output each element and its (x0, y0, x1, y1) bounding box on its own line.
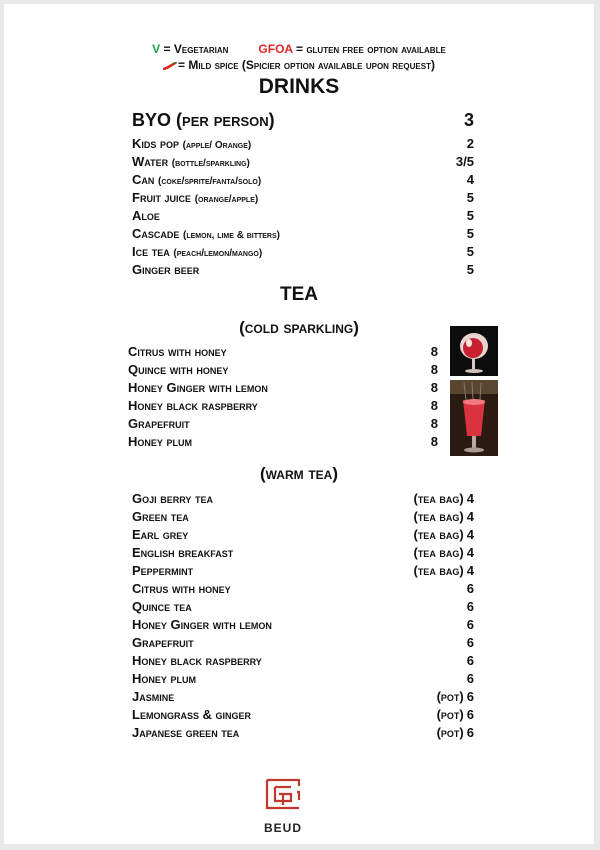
item-price: 4 (466, 172, 474, 187)
item-name: Grapefruit (132, 635, 194, 650)
item-price: 6 (466, 653, 474, 668)
menu-page (4, 4, 594, 844)
list-item (132, 598, 474, 616)
list-item (132, 724, 474, 742)
item-note: (orange/apple) (194, 194, 259, 205)
list-item (132, 243, 474, 261)
item-price: 4 (466, 545, 474, 560)
warm-tea-heading: (warm tea) (259, 464, 339, 483)
item-name: Grapefruit (128, 416, 190, 431)
item-name: Goji berry tea (132, 491, 214, 506)
item-name: Quince with honey (128, 362, 229, 377)
list-item (132, 634, 474, 652)
item-price: 5 (466, 190, 474, 205)
list-item (128, 361, 438, 379)
item-price: 6 (466, 725, 474, 740)
list-item (132, 508, 474, 526)
item-price: 5 (466, 226, 474, 241)
item-note: (coke/sprite/fanta/solo) (158, 176, 262, 187)
sparkling-drink-photo-1 (450, 326, 498, 376)
item-note: (bottle/sparkling) (171, 158, 250, 169)
item-name: Honey Ginger with lemon (132, 617, 272, 632)
item-note: (peach/lemon/mango) (173, 248, 263, 259)
tea-heading: TEA (280, 284, 318, 305)
list-item (132, 189, 474, 207)
item-price: 8 (430, 380, 438, 395)
item-price: 6 (466, 581, 474, 596)
item-name: English breakfast (132, 545, 234, 560)
list-item (132, 171, 474, 189)
item-price: 8 (430, 362, 438, 377)
item-name: Ginger beer (132, 262, 200, 277)
item-price: 6 (466, 707, 474, 722)
item-price: 6 (466, 599, 474, 614)
item-note: (tea bag) (413, 491, 464, 506)
item-note: (tea bag) (413, 545, 464, 560)
item-price: 2 (466, 136, 474, 151)
item-note: (per person) (176, 110, 275, 130)
item-name: Quince tea (132, 599, 192, 614)
item-price: 5 (466, 244, 474, 259)
item-note: (lemon, lime & bitters) (183, 230, 280, 241)
item-note: (tea bag) (413, 527, 464, 542)
list-item (128, 433, 438, 451)
item-name: Honey plum (132, 671, 197, 686)
item-price: 6 (466, 689, 474, 704)
item-name: Fruit juice (132, 190, 192, 205)
list-item (132, 688, 474, 706)
item-price: 8 (430, 398, 438, 413)
sparkling-drink-photo-2 (450, 380, 498, 456)
item-note: (pot) (436, 689, 464, 704)
item-name: Citrus with honey (128, 344, 227, 359)
item-price: 6 (466, 635, 474, 650)
legend-line-2 (4, 57, 594, 73)
legend-line-1 (4, 41, 594, 57)
item-name: Cascade (132, 226, 180, 241)
item-price: 4 (466, 527, 474, 542)
item-price: 8 (430, 434, 438, 449)
item-price: 6 (466, 617, 474, 632)
list-item (132, 490, 474, 508)
logo-label: BEUD (263, 821, 302, 835)
vegetarian-label: = Vegetarian (163, 42, 229, 56)
item-name: Japanese green tea (132, 725, 240, 740)
list-item (132, 135, 474, 153)
item-name: Aloe (132, 208, 160, 223)
item-name: Green tea (132, 509, 189, 524)
item-name: Peppermint (132, 563, 194, 578)
logo-mark-icon (261, 774, 305, 814)
item-price: 4 (466, 563, 474, 578)
list-item (132, 670, 474, 688)
item-note: (tea bag) (413, 509, 464, 524)
list-item (132, 616, 474, 634)
drinks-heading: DRINKS (258, 75, 340, 98)
list-item (132, 109, 474, 131)
list-item (132, 261, 474, 279)
cold-sparkling-heading: (cold sparkling) (239, 318, 359, 337)
list-item (128, 415, 438, 433)
list-item (132, 207, 474, 225)
list-item (132, 652, 474, 670)
list-item (132, 562, 474, 580)
item-note: (tea bag) (413, 563, 464, 578)
item-price: 6 (466, 671, 474, 686)
list-item (132, 544, 474, 562)
list-item (128, 379, 438, 397)
item-price: 5 (466, 208, 474, 223)
item-price: 4 (466, 509, 474, 524)
list-item (132, 706, 474, 724)
mild-spice-label: = Mild spice (Spicier option available upon request) (178, 58, 435, 72)
list-item (128, 343, 438, 361)
list-item (132, 526, 474, 544)
item-name: Kids pop (132, 136, 180, 151)
item-name: Honey Ginger with lemon (128, 380, 268, 395)
vegetarian-symbol: V (152, 42, 161, 56)
item-name: Citrus with honey (132, 581, 231, 596)
item-name: Can (132, 172, 155, 187)
list-item (128, 397, 438, 415)
item-name: Earl grey (132, 527, 189, 542)
item-price: 4 (466, 491, 474, 506)
list-item (132, 580, 474, 598)
item-name: Lemongrass & ginger (132, 707, 252, 722)
item-name: BYO (132, 110, 172, 130)
item-price: 5 (466, 262, 474, 277)
item-note: (apple/ Orange) (182, 140, 252, 151)
item-price: 8 (430, 344, 438, 359)
item-price: 3 (463, 110, 474, 130)
item-name: Water (132, 154, 169, 169)
item-name: Honey plum (128, 434, 193, 449)
item-name: Honey black raspberry (128, 398, 258, 413)
item-name: Jasmine (132, 689, 175, 704)
item-price: 3/5 (455, 154, 474, 169)
brand-logo (251, 774, 315, 835)
gluten-free-label: = gluten free option available (295, 42, 446, 56)
item-name: Ice tea (132, 244, 170, 259)
item-price: 8 (430, 416, 438, 431)
list-item (132, 225, 474, 243)
item-name: Honey black raspberry (132, 653, 262, 668)
item-note: (pot) (436, 725, 464, 740)
item-note: (pot) (436, 707, 464, 722)
list-item (132, 153, 474, 171)
chili-icon (163, 62, 177, 70)
gluten-free-symbol: GFOA (258, 42, 293, 56)
